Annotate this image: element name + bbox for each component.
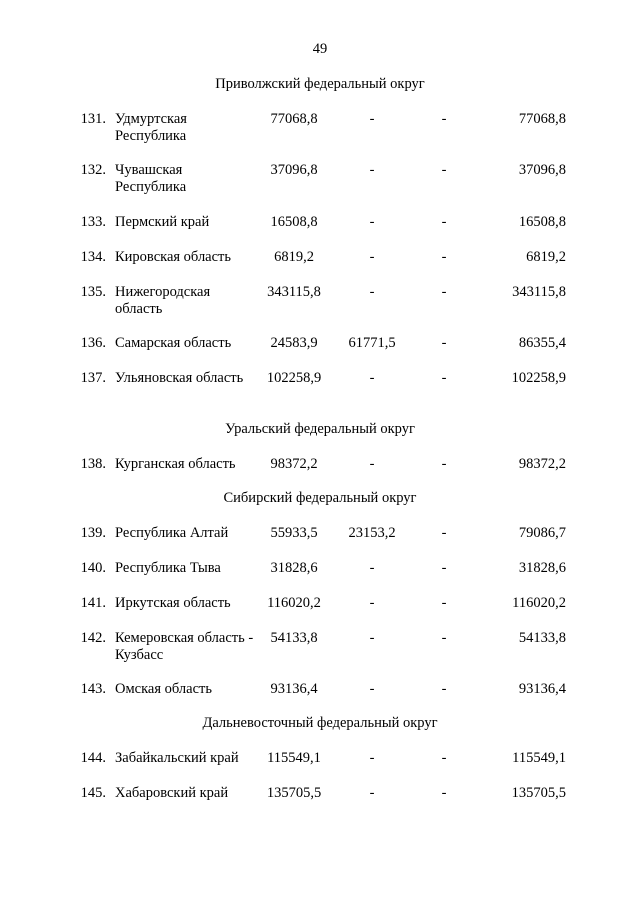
value-col-3: -	[441, 595, 447, 611]
region-name: Ульяновская область	[115, 370, 244, 386]
region-name: Самарская область	[115, 335, 232, 351]
value-col-3: -	[441, 630, 447, 646]
value-col-2: -	[369, 111, 375, 127]
row-number: 132.	[80, 162, 106, 178]
value-col-3: -	[441, 249, 447, 265]
value-col-1: 77068,8	[270, 111, 318, 127]
value-col-3: -	[441, 785, 447, 801]
value-col-1: 54133,8	[270, 630, 318, 646]
table-row	[0, 370, 640, 404]
value-col-3: -	[441, 681, 447, 697]
value-total: 77068,8	[518, 111, 566, 127]
value-col-3: -	[441, 162, 447, 178]
value-col-2: -	[369, 249, 375, 265]
region-name: Удмуртская Республика	[115, 111, 187, 144]
value-total: 102258,9	[511, 370, 566, 386]
region-name: Забайкальский край	[115, 750, 239, 766]
value-total: 16508,8	[518, 214, 566, 230]
value-total: 31828,6	[518, 560, 566, 576]
region-name: Республика Алтай	[115, 525, 229, 541]
value-col-2: -	[369, 162, 375, 178]
value-col-1: 6819,2	[274, 249, 314, 265]
value-col-2: -	[369, 370, 375, 386]
value-col-1: 55933,5	[270, 525, 318, 541]
table-row	[0, 162, 640, 196]
value-col-2: 23153,2	[348, 525, 396, 541]
value-col-3: -	[441, 560, 447, 576]
value-col-1: 24583,9	[270, 335, 318, 351]
region-name: Курганская область	[115, 456, 236, 472]
row-number: 140.	[80, 560, 106, 576]
row-number: 137.	[80, 370, 106, 386]
value-col-1: 98372,2	[270, 456, 318, 472]
value-total: 343115,8	[512, 284, 566, 300]
value-col-2: -	[369, 560, 375, 576]
region-name: Кемеровская область - Кузбасс	[115, 630, 254, 663]
section-heading: Дальневосточный федеральный округ	[202, 715, 438, 731]
table-row	[0, 595, 640, 612]
region-name: Хабаровский край	[115, 785, 229, 801]
row-number: 136.	[80, 335, 106, 351]
table-row	[0, 249, 640, 266]
value-col-1: 37096,8	[270, 162, 318, 178]
table-row	[0, 560, 640, 577]
row-number: 142.	[80, 630, 106, 646]
row-number: 131.	[80, 111, 106, 127]
value-total: 98372,2	[518, 456, 566, 472]
value-col-2: -	[369, 214, 375, 230]
table-row	[0, 111, 640, 145]
table-row	[0, 335, 640, 352]
value-col-3: -	[441, 335, 447, 351]
value-col-1: 135705,5	[266, 785, 322, 801]
value-col-3: -	[441, 525, 447, 541]
value-col-3: -	[441, 284, 447, 300]
value-col-2: -	[369, 630, 375, 646]
value-col-1: 102258,9	[266, 370, 322, 386]
value-col-3: -	[441, 214, 447, 230]
row-number: 143.	[80, 681, 106, 697]
value-col-1: 31828,6	[270, 560, 318, 576]
value-total: 79086,7	[518, 525, 566, 541]
row-number: 133.	[80, 214, 106, 230]
value-total: 54133,8	[518, 630, 566, 646]
value-col-2: -	[369, 681, 375, 697]
row-number: 139.	[80, 525, 106, 541]
value-col-2: 61771,5	[348, 335, 396, 351]
row-number: 141.	[80, 595, 106, 611]
region-name: Пермский край	[115, 214, 210, 230]
value-col-3: -	[441, 750, 447, 766]
value-total: 93136,4	[518, 681, 566, 697]
table-body	[0, 76, 640, 802]
value-total: 135705,5	[511, 785, 566, 801]
value-col-3: -	[441, 370, 447, 386]
value-col-2: -	[369, 750, 375, 766]
value-total: 6819,2	[526, 249, 566, 265]
value-total: 116020,2	[512, 595, 566, 611]
region-name: Иркутская область	[115, 595, 231, 611]
row-number: 134.	[80, 249, 106, 265]
value-total: 115549,1	[512, 750, 566, 766]
region-name: Чувашская Республика	[115, 162, 187, 195]
table-row	[0, 284, 640, 318]
value-col-2: -	[369, 595, 375, 611]
page-number: 49	[312, 41, 328, 57]
section-heading: Сибирский федеральный округ	[223, 490, 417, 506]
value-total: 86355,4	[518, 335, 566, 351]
value-col-2: -	[369, 284, 375, 300]
region-name: Омская область	[115, 681, 212, 697]
value-col-3: -	[441, 111, 447, 127]
table-row	[0, 681, 640, 698]
value-col-1: 116020,2	[267, 595, 321, 611]
section-heading: Приволжский федеральный округ	[215, 76, 425, 92]
region-name: Республика Тыва	[115, 560, 221, 576]
table-row	[0, 630, 640, 664]
value-col-2: -	[369, 785, 375, 801]
row-number: 135.	[80, 284, 106, 300]
row-number: 145.	[80, 785, 106, 801]
table-row	[0, 785, 640, 802]
row-number: 138.	[80, 456, 106, 472]
value-col-1: 16508,8	[270, 214, 318, 230]
table-row	[0, 750, 640, 767]
value-total: 37096,8	[518, 162, 566, 178]
row-number: 144.	[80, 750, 106, 766]
value-col-2: -	[369, 456, 375, 472]
table-row	[0, 456, 640, 473]
value-col-1: 115549,1	[267, 750, 321, 766]
value-col-1: 343115,8	[267, 284, 321, 300]
table-row	[0, 525, 640, 542]
region-name: Нижегородская область	[115, 284, 211, 317]
value-col-3: -	[441, 456, 447, 472]
region-name: Кировская область	[115, 249, 232, 265]
value-col-1: 93136,4	[270, 681, 318, 697]
section-heading: Уральский федеральный округ	[225, 421, 415, 437]
table-row	[0, 214, 640, 231]
